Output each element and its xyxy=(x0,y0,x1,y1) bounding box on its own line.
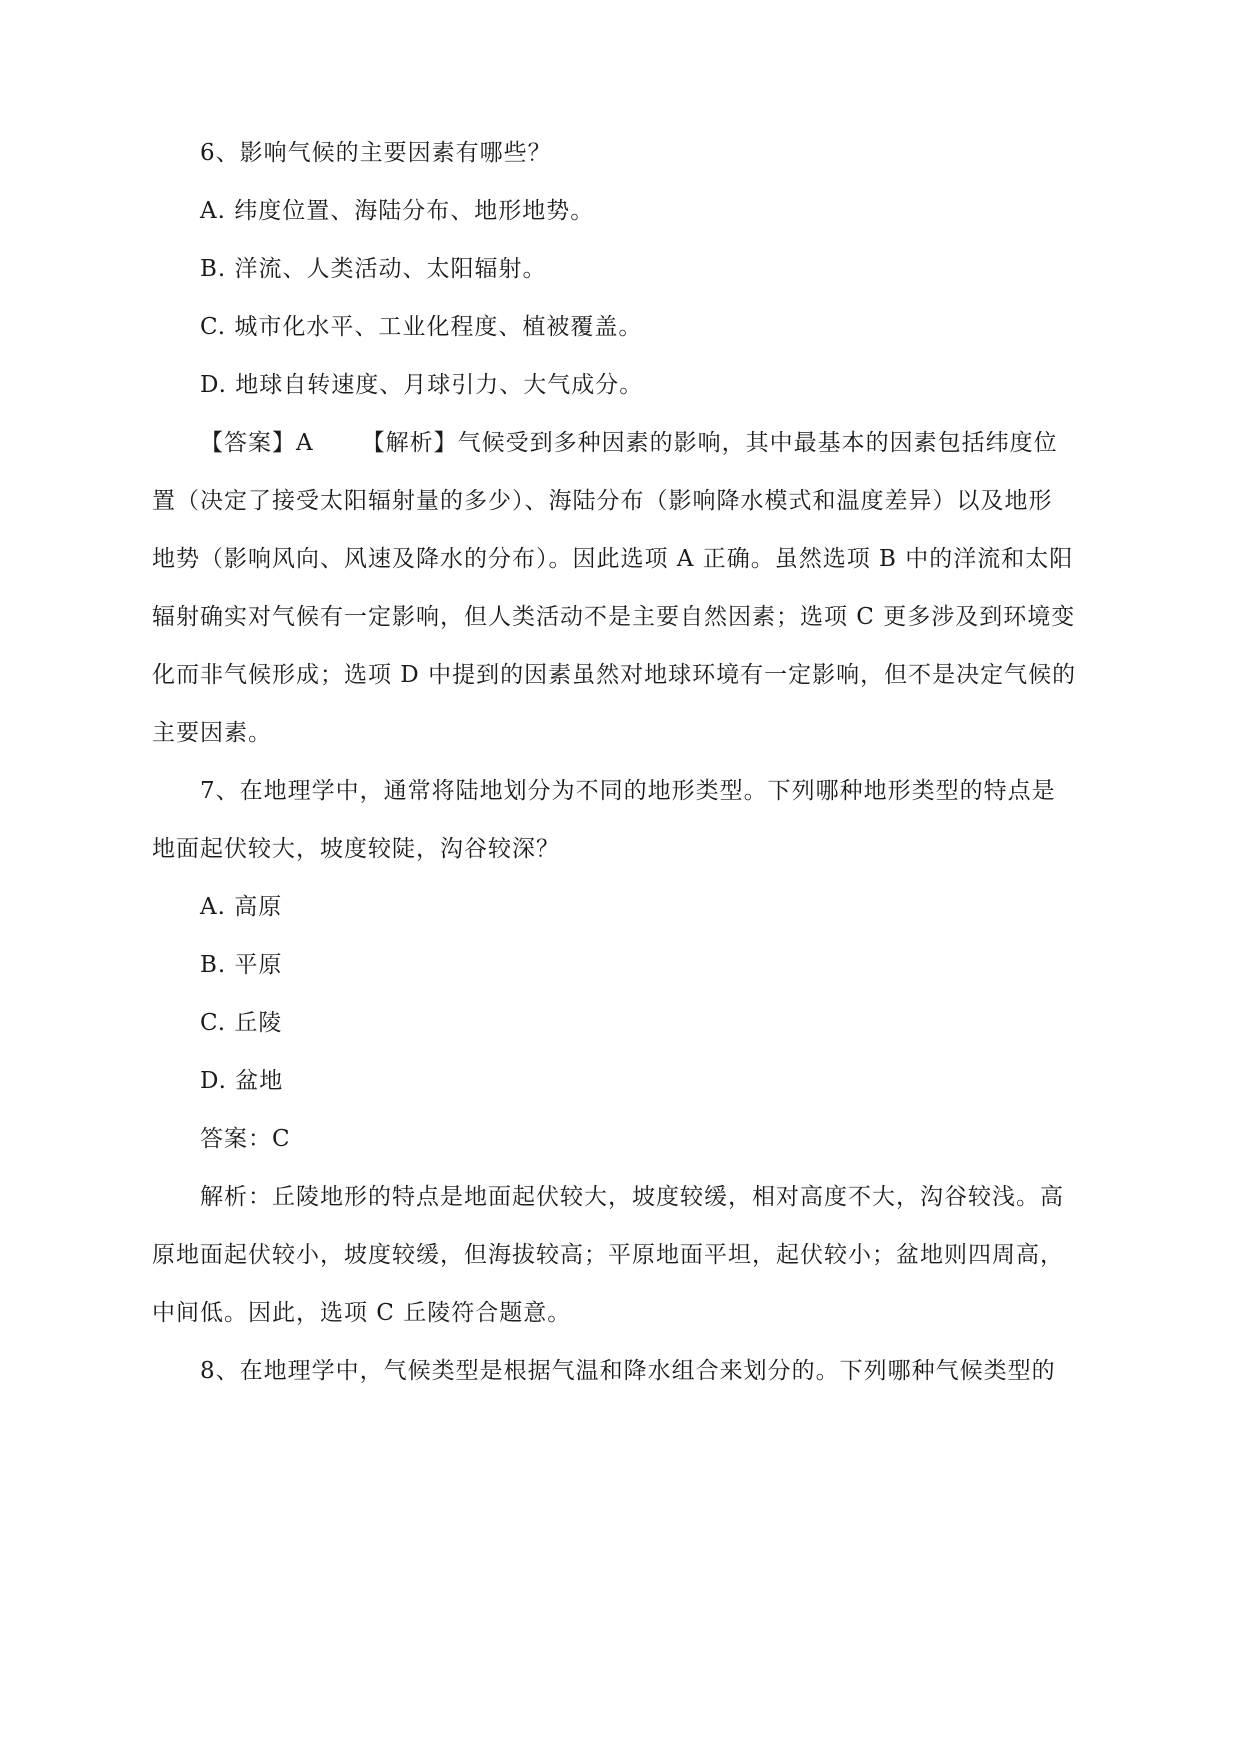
question-6-option-c: C. 城市化水平、工业化程度、植被覆盖。 xyxy=(200,314,643,340)
question-7-answer: 答案：C xyxy=(200,1126,291,1152)
question-6-analysis-line-1: 【解析】气候受到多种因素的影响，其中最基本的因素包括纬度位 xyxy=(361,430,1058,456)
question-6-answer: 【答案】A xyxy=(200,430,314,456)
question-6-analysis-line-2: 置（决定了接受太阳辐射量的多少）、海陆分布（影响降水模式和温度差异）以及地形 xyxy=(152,488,1053,514)
question-6-option-a: A. 纬度位置、海陆分布、地形地势。 xyxy=(200,198,595,224)
question-7-analysis-line-2: 原地面起伏较小，坡度较缓，但海拔较高；平原地面平坦，起伏较小；盆地则四周高， xyxy=(152,1242,1064,1268)
question-7-text-line-1: 7、在地理学中，通常将陆地划分为不同的地形类型。下列哪种地形类型的特点是 xyxy=(200,778,1056,804)
question-6-answer-line xyxy=(200,427,1058,459)
question-6-analysis-line-6: 主要因素。 xyxy=(152,720,272,746)
question-7-option-b: B. 平原 xyxy=(200,952,283,978)
question-7-text-line-2: 地面起伏较大，坡度较陡，沟谷较深？ xyxy=(152,836,560,862)
question-7-analysis-line-3: 中间低。因此，选项 C 丘陵符合题意。 xyxy=(152,1300,572,1326)
question-7-option-c: C. 丘陵 xyxy=(200,1010,283,1036)
question-6-analysis-line-5: 化而非气候形成；选项 D 中提到的因素虽然对地球环境有一定影响，但不是决定气候的 xyxy=(152,662,1077,688)
question-6-analysis-line-4: 辐射确实对气候有一定影响，但人类活动不是主要自然因素；选项 C 更多涉及到环境变 xyxy=(152,604,1076,630)
question-7-option-a: A. 高原 xyxy=(200,894,283,920)
question-8-text-line-1: 8、在地理学中，气候类型是根据气温和降水组合来划分的。下列哪种气候类型的 xyxy=(200,1358,1056,1384)
question-7-option-d: D. 盆地 xyxy=(200,1068,284,1094)
question-6-option-d: D. 地球自转速度、月球引力、大气成分。 xyxy=(200,372,644,398)
question-7-analysis-line-1: 解析：丘陵地形的特点是地面起伏较大，坡度较缓，相对高度不大，沟谷较浅。高 xyxy=(200,1184,1064,1210)
question-6-option-b: B. 洋流、人类活动、太阳辐射。 xyxy=(200,256,547,282)
question-6-analysis-line-3: 地势（影响风向、风速及降水的分布）。因此选项 A 正确。虽然选项 B 中的洋流和太阳 xyxy=(152,546,1074,572)
question-6-text: 6、影响气候的主要因素有哪些？ xyxy=(200,140,552,166)
